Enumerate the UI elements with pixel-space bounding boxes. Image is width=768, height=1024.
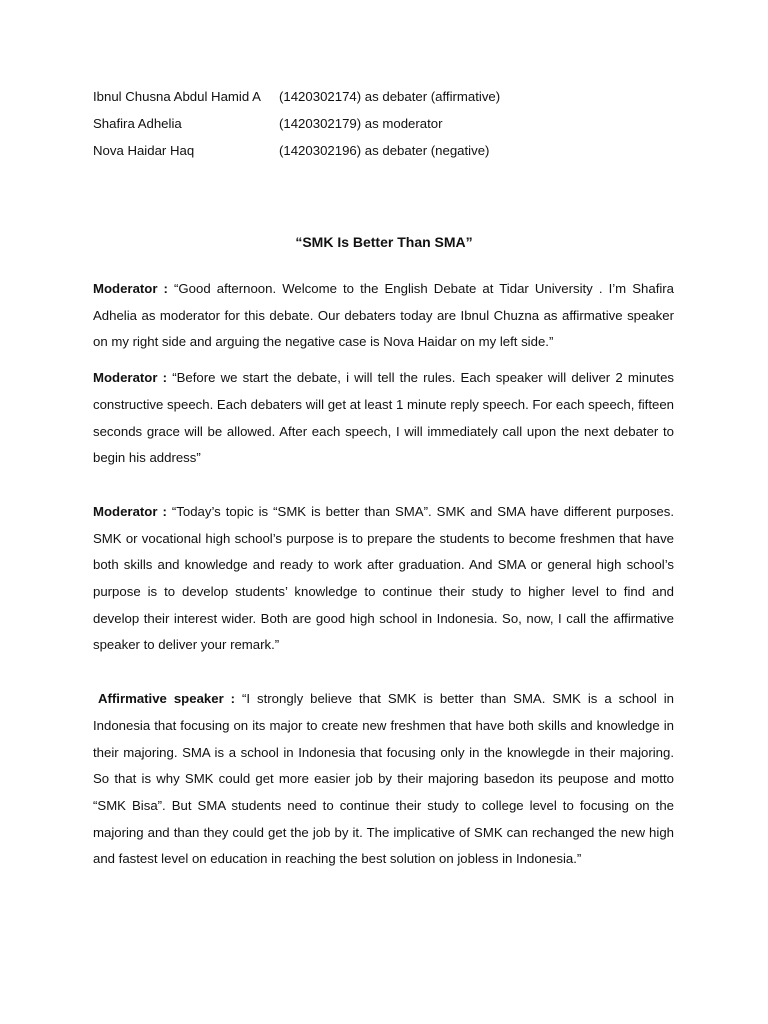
participant-role: (1420302196) as debater (negative) xyxy=(279,143,490,158)
participant-name: Shafira Adhelia xyxy=(93,116,182,131)
paragraph-text: “Before we start the debate, i will tell the rules. Each speaker will deliver 2 minutes constructive speech. Each debaters will get at least 1 minute reply speech. For each speech, fifteen seconds grace will be allowed. After each speech, I will immediately call upon the next debater to begin his address” xyxy=(93,370,675,466)
paragraph-moderator-welcome xyxy=(93,276,674,356)
participants-list xyxy=(93,87,653,168)
paragraph-text: “I strongly believe that SMK is better than SMA. SMK is a school in Indonesia that focusing on its major to create new freshmen that have both skills and knowledge in their majoring. SMA is a school in Indonesia that focusing only in the knowlegde in their majoring. So that is why SMK could get more easier job by their majoring basedon its peupose and motto “SMK Bisa”. But SMA students need to continue their study to college level to focusing on the majoring and than they could get the job by it. The implicative of SMK can rechanged the new high and fastest level on education in reaching the best solution on jobless in Indonesia.” xyxy=(93,691,674,867)
participant-role: (1420302174) as debater (affirmative) xyxy=(279,89,501,104)
participant-row xyxy=(93,87,653,114)
paragraph-text: “Today’s topic is “SMK is better than SMA”. SMK and SMA have different purposes. SMK or vocational high school’s purpose is to prepare the students to become freshmen that have both skills and knowledge and ready to work after graduation. And SMA or general high school’s purpose is to develop students’ knowledge to continue their study to higher level to find and develop their interest wider. Both are good high school in Indonesia. So, now, I call the affirmative speaker to deliver your remark.” xyxy=(93,503,675,653)
speaker-label: Moderator : xyxy=(93,503,167,519)
participant-name: Nova Haidar Haq xyxy=(93,143,195,158)
paragraph-text: “Good afternoon. Welcome to the English Debate at Tidar University . I’m Shafira Adhelia as moderator for this debate. Our debaters today are Ibnul Chuzna as affirmative speaker on my right side and arguing the negative case is Nova Haidar on my left side.” xyxy=(93,281,675,350)
participant-role: (1420302179) as moderator xyxy=(279,116,443,131)
document-body xyxy=(93,276,674,873)
speaker-label: Affirmative speaker : xyxy=(98,691,236,707)
paragraph-spacer xyxy=(93,472,674,499)
paragraph-spacer xyxy=(93,659,674,686)
speaker-label: Moderator : xyxy=(93,281,168,296)
paragraph-spacer xyxy=(93,356,674,365)
participant-row xyxy=(93,114,653,141)
paragraph-affirmative xyxy=(93,686,674,873)
participant-row xyxy=(93,141,653,168)
speaker-label: Moderator : xyxy=(93,370,168,386)
paragraph-moderator-rules xyxy=(93,365,674,472)
document-title: “SMK Is Better Than SMA” xyxy=(295,234,473,250)
paragraph-moderator-topic xyxy=(93,499,674,659)
participant-name: Ibnul Chusna Abdul Hamid A xyxy=(93,89,261,104)
